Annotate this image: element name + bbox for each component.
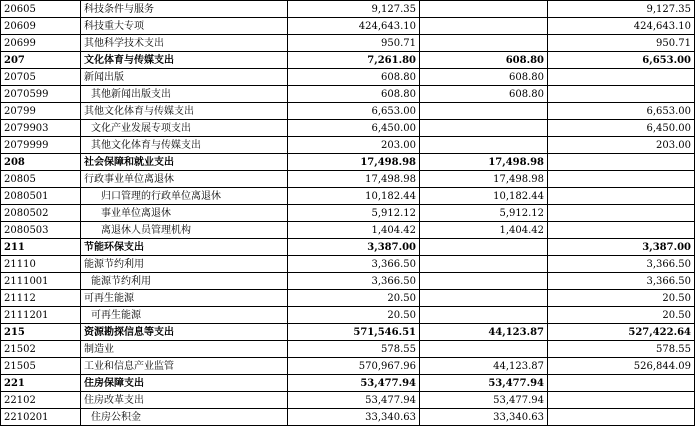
project-expenditure-cell	[548, 205, 695, 222]
basic-expenditure-cell	[420, 103, 548, 120]
total-amount-cell: 3,387.00	[288, 239, 420, 256]
basic-expenditure-cell: 1,404.42	[420, 222, 548, 239]
basic-expenditure-cell	[420, 35, 548, 52]
basic-expenditure-cell: 53,477.94	[420, 375, 548, 392]
subject-name-cell: 住房公积金	[81, 409, 288, 426]
subject-name-cell: 工业和信息产业监管	[81, 358, 288, 375]
total-amount-cell: 578.55	[288, 341, 420, 358]
subject-code-cell: 20799	[1, 103, 81, 120]
project-expenditure-cell	[548, 69, 695, 86]
subject-name-cell: 可再生能源	[81, 307, 288, 324]
subject-name-cell: 事业单位离退休	[81, 205, 288, 222]
subject-code-cell: 2210201	[1, 409, 81, 426]
basic-expenditure-cell: 608.80	[420, 52, 548, 69]
project-expenditure-cell: 950.71	[548, 35, 695, 52]
project-expenditure-cell	[548, 188, 695, 205]
total-amount-cell: 6,653.00	[288, 103, 420, 120]
subject-code-cell: 2111001	[1, 273, 81, 290]
basic-expenditure-cell	[420, 1, 548, 18]
subject-name-cell: 其他新闻出版支出	[81, 86, 288, 103]
total-amount-cell: 53,477.94	[288, 392, 420, 409]
project-expenditure-cell: 6,653.00	[548, 52, 695, 69]
subject-code-cell: 211	[1, 239, 81, 256]
project-expenditure-cell: 9,127.35	[548, 1, 695, 18]
subject-name-cell: 能源节约利用	[81, 273, 288, 290]
total-amount-cell: 570,967.96	[288, 358, 420, 375]
subject-code-cell: 21112	[1, 290, 81, 307]
table-row	[1, 103, 695, 120]
basic-expenditure-cell	[420, 307, 548, 324]
subject-name-cell: 住房保障支出	[81, 375, 288, 392]
total-amount-cell: 950.71	[288, 35, 420, 52]
project-expenditure-cell	[548, 86, 695, 103]
table-row	[1, 35, 695, 52]
project-expenditure-cell: 527,422.64	[548, 324, 695, 341]
total-amount-cell: 5,912.12	[288, 205, 420, 222]
basic-expenditure-cell: 44,123.87	[420, 358, 548, 375]
subject-name-cell: 制造业	[81, 341, 288, 358]
basic-expenditure-cell	[420, 256, 548, 273]
total-amount-cell: 7,261.80	[288, 52, 420, 69]
subject-code-cell: 2111201	[1, 307, 81, 324]
table-row	[1, 273, 695, 290]
table-row	[1, 409, 695, 426]
subject-code-cell: 20699	[1, 35, 81, 52]
subject-name-cell: 其他文化体育与传媒支出	[81, 137, 288, 154]
table-row	[1, 375, 695, 392]
total-amount-cell: 20.50	[288, 290, 420, 307]
project-expenditure-cell: 6,450.00	[548, 120, 695, 137]
project-expenditure-cell: 526,844.09	[548, 358, 695, 375]
table-body	[1, 1, 695, 426]
basic-expenditure-cell	[420, 341, 548, 358]
total-amount-cell: 20.50	[288, 307, 420, 324]
subject-code-cell: 2080503	[1, 222, 81, 239]
basic-expenditure-cell: 33,340.63	[420, 409, 548, 426]
subject-code-cell: 20705	[1, 69, 81, 86]
subject-code-cell: 21505	[1, 358, 81, 375]
project-expenditure-cell	[548, 222, 695, 239]
total-amount-cell: 571,546.51	[288, 324, 420, 341]
subject-name-cell: 归口管理的行政单位离退休	[81, 188, 288, 205]
total-amount-cell: 608.80	[288, 69, 420, 86]
subject-code-cell: 2079903	[1, 120, 81, 137]
subject-code-cell: 20805	[1, 171, 81, 188]
subject-name-cell: 行政事业单位离退休	[81, 171, 288, 188]
subject-name-cell: 能源节约利用	[81, 256, 288, 273]
basic-expenditure-cell: 5,912.12	[420, 205, 548, 222]
basic-expenditure-cell: 608.80	[420, 69, 548, 86]
basic-expenditure-cell	[420, 120, 548, 137]
subject-code-cell: 2070599	[1, 86, 81, 103]
basic-expenditure-cell: 608.80	[420, 86, 548, 103]
subject-name-cell: 住房改革支出	[81, 392, 288, 409]
subject-name-cell: 文化体育与传媒支出	[81, 52, 288, 69]
project-expenditure-cell	[548, 171, 695, 188]
table-row	[1, 307, 695, 324]
table-row	[1, 154, 695, 171]
subject-code-cell: 22102	[1, 392, 81, 409]
table-row	[1, 256, 695, 273]
subject-name-cell: 其他文化体育与传媒支出	[81, 103, 288, 120]
table-row	[1, 290, 695, 307]
total-amount-cell: 424,643.10	[288, 18, 420, 35]
total-amount-cell: 17,498.98	[288, 154, 420, 171]
project-expenditure-cell: 203.00	[548, 137, 695, 154]
project-expenditure-cell	[548, 375, 695, 392]
project-expenditure-cell: 578.55	[548, 341, 695, 358]
subject-code-cell: 207	[1, 52, 81, 69]
project-expenditure-cell	[548, 154, 695, 171]
project-expenditure-cell: 3,366.50	[548, 256, 695, 273]
total-amount-cell: 9,127.35	[288, 1, 420, 18]
subject-name-cell: 科技重大专项	[81, 18, 288, 35]
total-amount-cell: 3,366.50	[288, 256, 420, 273]
project-expenditure-cell: 6,653.00	[548, 103, 695, 120]
basic-expenditure-cell	[420, 290, 548, 307]
project-expenditure-cell	[548, 409, 695, 426]
table-row	[1, 1, 695, 18]
project-expenditure-cell: 20.50	[548, 307, 695, 324]
total-amount-cell: 6,450.00	[288, 120, 420, 137]
subject-code-cell: 21110	[1, 256, 81, 273]
project-expenditure-cell	[548, 392, 695, 409]
table-row	[1, 341, 695, 358]
table-row	[1, 392, 695, 409]
basic-expenditure-cell: 17,498.98	[420, 171, 548, 188]
total-amount-cell: 10,182.44	[288, 188, 420, 205]
subject-name-cell: 科技条件与服务	[81, 1, 288, 18]
subject-name-cell: 其他科学技术支出	[81, 35, 288, 52]
table-row	[1, 358, 695, 375]
table-row	[1, 188, 695, 205]
total-amount-cell: 33,340.63	[288, 409, 420, 426]
subject-name-cell: 离退休人员管理机构	[81, 222, 288, 239]
subject-code-cell: 2080502	[1, 205, 81, 222]
subject-code-cell: 2079999	[1, 137, 81, 154]
project-expenditure-cell: 424,643.10	[548, 18, 695, 35]
total-amount-cell: 17,498.98	[288, 171, 420, 188]
subject-name-cell: 社会保障和就业支出	[81, 154, 288, 171]
table-row	[1, 52, 695, 69]
basic-expenditure-cell	[420, 239, 548, 256]
subject-code-cell: 21502	[1, 341, 81, 358]
table-row	[1, 86, 695, 103]
subject-code-cell: 2080501	[1, 188, 81, 205]
subject-name-cell: 新闻出版	[81, 69, 288, 86]
total-amount-cell: 203.00	[288, 137, 420, 154]
basic-expenditure-cell: 10,182.44	[420, 188, 548, 205]
project-expenditure-cell: 3,387.00	[548, 239, 695, 256]
subject-code-cell: 20605	[1, 1, 81, 18]
basic-expenditure-cell	[420, 18, 548, 35]
subject-code-cell: 20609	[1, 18, 81, 35]
subject-code-cell: 215	[1, 324, 81, 341]
table-row	[1, 137, 695, 154]
table-row	[1, 171, 695, 188]
basic-expenditure-cell	[420, 137, 548, 154]
table-row	[1, 18, 695, 35]
basic-expenditure-cell: 17,498.98	[420, 154, 548, 171]
table-row	[1, 69, 695, 86]
basic-expenditure-cell: 44,123.87	[420, 324, 548, 341]
table-row	[1, 222, 695, 239]
subject-code-cell: 208	[1, 154, 81, 171]
subject-name-cell: 节能环保支出	[81, 239, 288, 256]
project-expenditure-cell: 20.50	[548, 290, 695, 307]
table-row	[1, 324, 695, 341]
project-expenditure-cell: 3,366.50	[548, 273, 695, 290]
subject-name-cell: 可再生能源	[81, 290, 288, 307]
basic-expenditure-cell	[420, 273, 548, 290]
subject-code-cell: 221	[1, 375, 81, 392]
subject-name-cell: 文化产业发展专项支出	[81, 120, 288, 137]
total-amount-cell: 3,366.50	[288, 273, 420, 290]
table-row	[1, 239, 695, 256]
basic-expenditure-cell: 53,477.94	[420, 392, 548, 409]
total-amount-cell: 53,477.94	[288, 375, 420, 392]
total-amount-cell: 608.80	[288, 86, 420, 103]
table-row	[1, 120, 695, 137]
total-amount-cell: 1,404.42	[288, 222, 420, 239]
table-row	[1, 205, 695, 222]
subject-name-cell: 资源勘探信息等支出	[81, 324, 288, 341]
